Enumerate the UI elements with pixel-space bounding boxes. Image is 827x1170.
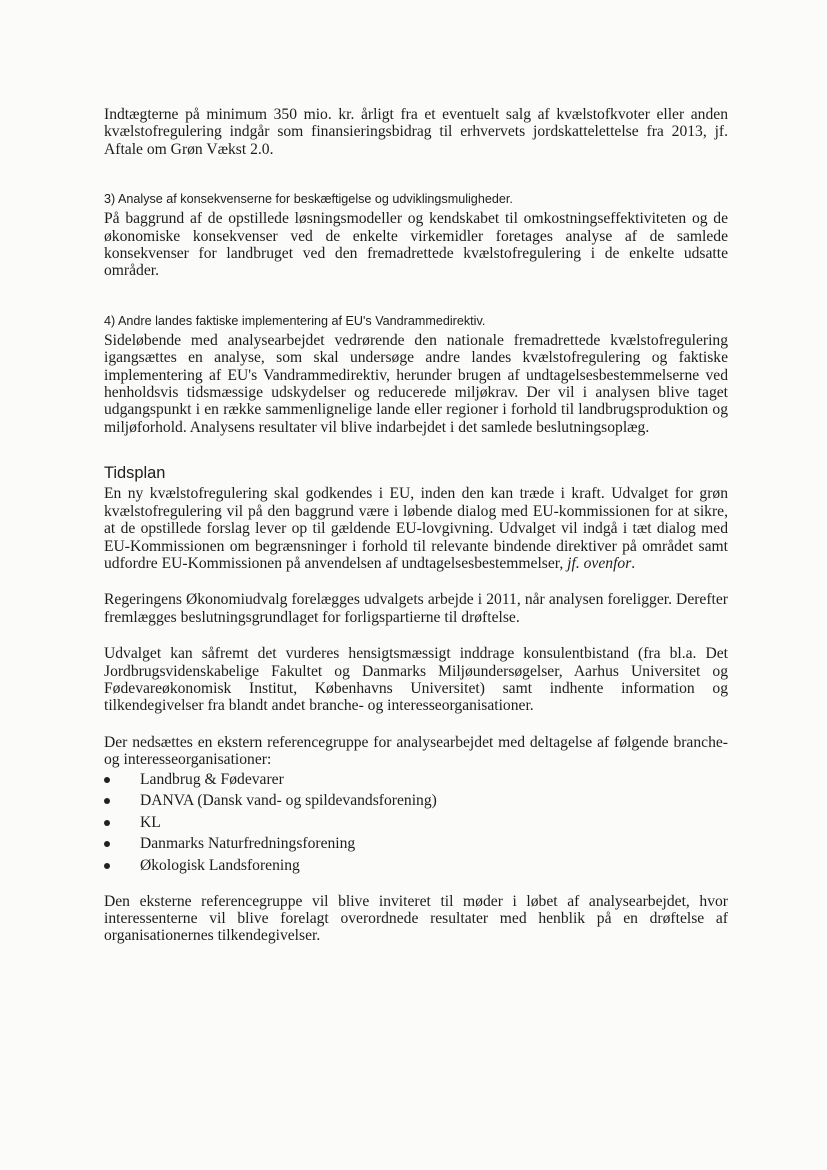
list-item-label: Danmarks Naturfredningsforening xyxy=(140,835,356,853)
section-3-paragraph: På baggrund af de opstillede løsningsmodeller og kendskabet til omkostningseffektiviteten og de økonomiske konsekvenser ved de enkelte virkemidler foretages analyse af de samlede konsekvenser for landbruget ved den fremadrettede kvælstofregulering i de enkelte udsatte områder. xyxy=(104,210,728,280)
list-item xyxy=(104,769,728,791)
tidsplan-paragraph-4: Der nedsættes en ekstern referencegruppe for analysearbejdet med deltagelse af følgende branche- og interesseorganisationer: xyxy=(104,733,728,769)
section-4-heading: 4) Andre landes faktiske implementering af EU's Vandrammedirektiv. xyxy=(104,313,486,328)
list-item-label: Økologisk Landsforening xyxy=(140,856,300,874)
list-item-label: KL xyxy=(140,813,161,831)
tidsplan-paragraph-1-reference: jf. ovenfor xyxy=(567,554,632,572)
list-item xyxy=(104,833,728,855)
section-3-heading: 3) Analyse af konsekvenserne for beskæftigelse og udviklingsmuligheder. xyxy=(104,192,513,207)
list-item-label: DANVA (Dansk vand- og spildevandsforening) xyxy=(140,792,437,810)
tidsplan-heading: Tidsplan xyxy=(104,464,166,483)
tidsplan-paragraph-3: Udvalget kan såfremt det vurderes hensigtsmæssigt inddrage konsulentbistand (fra bl.a. Det Jordbrugsvidenskabelige Fakultet og Danmarks Miljøundersøgelser, Aarhus Universitet og Fødevareøkonomisk Institut, Københavns Universitet) samt indhente information og tilkendegivelser fra blandt andet branche- og interesseorganisationer. xyxy=(104,645,728,715)
bullet-icon xyxy=(104,820,110,826)
tidsplan-paragraph-1-end: . xyxy=(631,554,636,572)
bullet-icon xyxy=(104,777,110,783)
bullet-icon xyxy=(104,798,110,804)
list-item-label: Landbrug & Fødevarer xyxy=(140,770,284,788)
tidsplan-paragraph-2: Regeringens Økonomiudvalg forelægges udvalgets arbejde i 2011, når analysen foreligger. Derefter fremlægges beslutningsgrundlaget for forligspartierne til drøftelse. xyxy=(104,591,728,626)
list-item xyxy=(104,855,728,877)
list-item xyxy=(104,812,728,834)
bullet-icon xyxy=(104,863,110,869)
bullet-icon xyxy=(104,841,110,847)
document-page xyxy=(104,106,728,945)
organisation-list xyxy=(104,769,728,877)
intro-paragraph: Indtægterne på minimum 350 mio. kr. årligt fra et eventuelt salg af kvælstofkvoter eller anden kvælstofregulering indgår som finansieringsbidrag til erhvervets jordskattelettelse fra 2013, jf. Aftale om Grøn Vækst 2.0. xyxy=(104,106,728,158)
tidsplan-paragraph-1-text: En ny kvælstofregulering skal godkendes i EU, inden den kan træde i kraft. Udvalget for grøn kvælstofregulering vil på den baggrund være i løbende dialog med EU-kommissionen for at sikre, at de opstillede forslag lever op til gældende EU-lovgivning. Udvalget vil indgå i tæt dialog med EU-Kommissionen om begrænsninger i forhold til relevante bindende direktiver på området samt udfordre EU-Kommissionen på anvendelsen af undtagelsesbestemmelser, xyxy=(104,485,728,572)
tidsplan-paragraph-1 xyxy=(104,485,728,572)
list-item xyxy=(104,790,728,812)
section-4-paragraph: Sideløbende med analysearbejdet vedrørende den nationale fremadrettede kvælstofregulering igangsættes en analyse, som skal undersøge andre landes kvælstofregulering og faktiske implementering af EU's Vandrammedirektiv, herunder brugen af undtagelsesbestemmelserne ved henholdsvis tidsmæssige udskydelser og reducerede miljøkrav. Der vil i analysen blive taget udgangspunkt i en række sammenlignelige lande eller regioner i forhold til landbrugsproduktion og miljøforhold. Analysens resultater vil blive indarbejdet i det samlede beslutningsoplæg. xyxy=(104,331,728,436)
tidsplan-paragraph-5: Den eksterne referencegruppe vil blive inviteret til møder i løbet af analysearbejdet, hvor interessenterne vil blive forelagt overordnede resultater med henblik på en drøftelse af organisationernes tilkendegivelser. xyxy=(104,892,728,945)
